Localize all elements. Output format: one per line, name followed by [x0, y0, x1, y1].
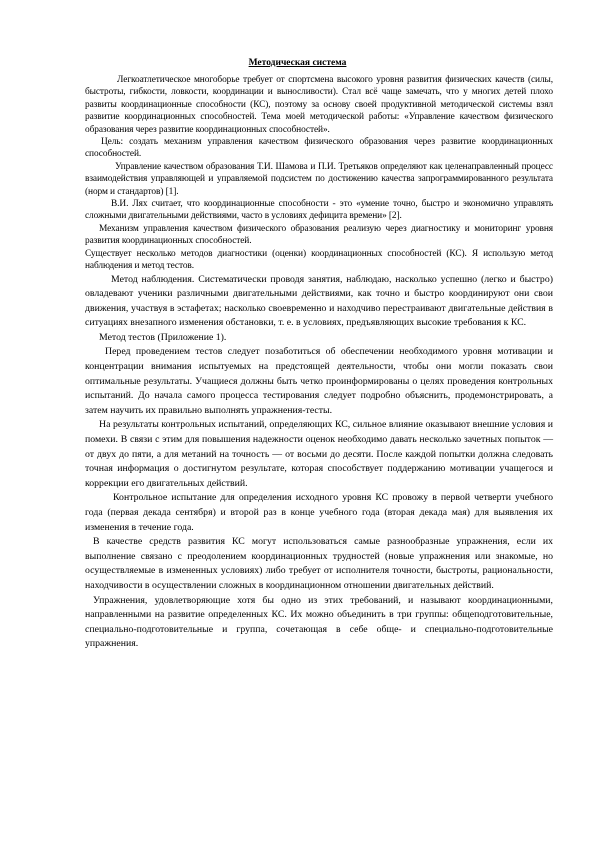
paragraph: Механизм управления качеством физического образования реализую через диагностику и мониторинг уровня развития координационных способностей.	[85, 223, 553, 247]
paragraph: Контрольное испытание для определения исходного уровня КС провожу в первой четверти учебного года (первая декада сентября) и второй раз в конце учебного года (вторая декада мая) для выявления их изменения в течение года.	[85, 492, 553, 533]
paragraph: В.И. Лях считает, что координационные способности - это «умение точно, быстро и экономично управлять сложными двигательными действиями, часто в условиях дефицита времени» [2].	[85, 199, 553, 222]
paragraph: Существует несколько методов диагностики (оценки) координационных способностей (КС). Я использую метод наблюдения и метод тестов.	[85, 248, 553, 272]
paragraph: Цель: создать механизм управления качеством физического образования через развитие координационных способностей.	[85, 137, 553, 160]
paragraph: Перед проведением тестов следует позаботиться об обеспечении необходимого уровня мотивации и концентрации внимания испытуемых на предстоящей деятельности, чтобы они могли показать свои оптимальные результаты. Учащиеся должны быть четко проинформированы о целях проведения контрольных испытаний. До начала самого процесса тестирования следует подробно объяснить, продемонстрировать, а затем научить их правильно выполнять упражнения-тесты.	[85, 346, 553, 416]
paragraph: В качестве средств развития КС могут использоваться самые разнообразные упражнения, если их выполнение связано с преодолением координационных трудностей (новые упражнения или знакомые, но осуществляемые в измененных условиях) либо требует от исполнителя точности, быстроты, рациональности, находчивости в осуществлении сложных в координационном отношении двигательных действий.	[85, 536, 553, 591]
paragraph: Метод тестов (Приложение 1).	[99, 331, 227, 343]
paragraph: Упражнения, удовлетворяющие хотя бы одно из этих требований, и называют координационными, направленными на развитие определенных КС. Их можно объединить в три группы: общеподготовительные, специально-подготовительные и группа, сочетающая в себе обще- и специально-подготовительные упражнения.	[85, 594, 553, 650]
paragraph: На результаты контрольных испытаний, определяющих КС, сильное влияние оказывают внешние условия и помехи. В связи с этим для повышения надежности оценок необходимо давать несколько зачетных попыток — от двух до пяти, а для метаний на точность — от восьми до десяти. После каждой попытки должна следовать точная информация о достигнутом результате, которая способствует поддержанию мотивации учащегося и коррекции его двигательных действий.	[85, 419, 553, 489]
document-title: Методическая система	[248, 58, 347, 68]
paragraph: Управление качеством образования Т.И. Шамова и П.И. Третьяков определяют как целенаправленный процесс взаимодействия управляющей и управляемой подсистем по достижению качества запрограммированного результата (норм и стандартов) [1].	[85, 161, 553, 197]
paragraph: Метод наблюдения. Систематически проводя занятия, наблюдаю, насколько успешно (легко и быстро) овладевают ученики различными двигательными действиями, как точно и быстро координируют они свои движения, участвуя в эстафетах; насколько своевременно и находчиво перестраивают двигательные действия в ситуациях внезапного изменения обстановки, т. е. в условиях, предъявляющих высокие требования к КС.	[85, 273, 553, 329]
paragraph: Легкоатлетическое многоборье требует от спортсмена высокого уровня развития физических качеств (силы, быстроты, гибкости, ловкости, координации и выносливости). Стал всё чаще замечать, что у многих детей плохо развиты координационные способности (КС), поэтому за основу своей продуктивной методической системы взял развитие координационных способностей. Тема моей методической работы: «Управление качеством физического образования через развитие координационных способностей».	[85, 75, 553, 135]
document-body	[85, 74, 553, 652]
